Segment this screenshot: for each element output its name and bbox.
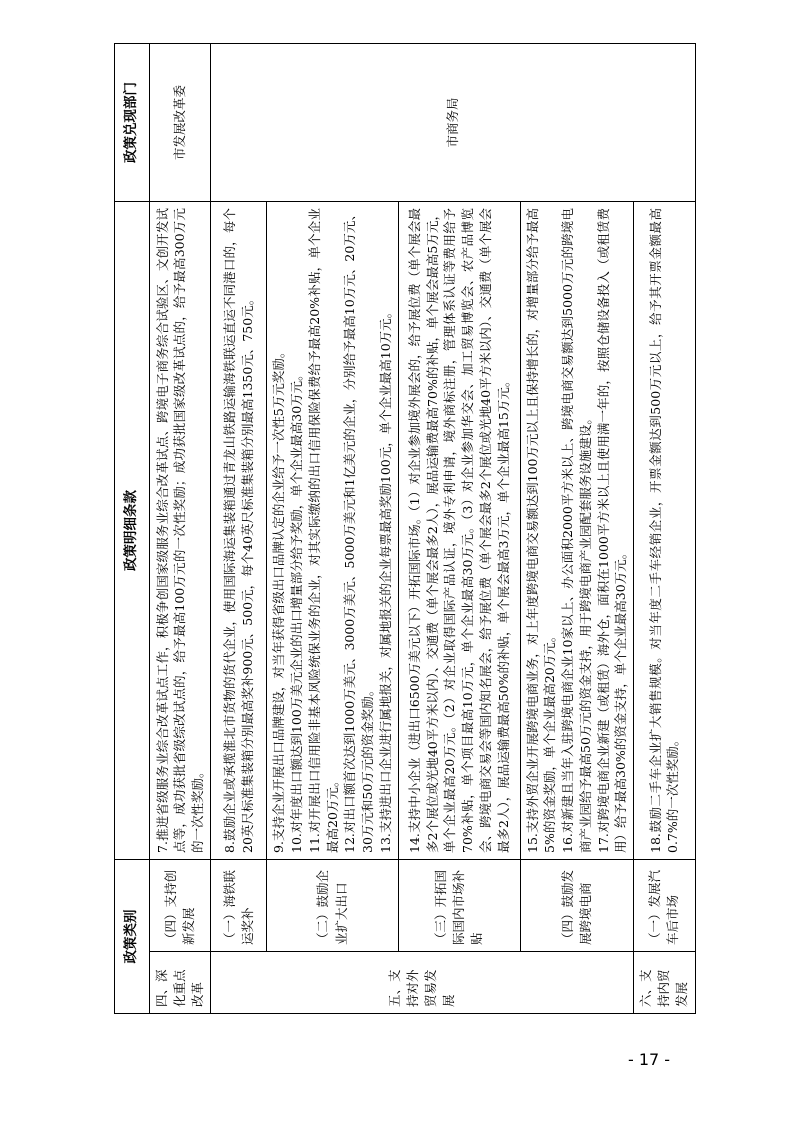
category-level1: 五、支持对外贸易发展 [211, 952, 634, 1014]
category-level2: （三）开拓国际国内市场补贴 [398, 860, 520, 952]
detail-item: 9.支持企业开展出口品牌建设，对当年获得省级出口品牌认定的企业给予一次性5万元奖励。 [271, 345, 287, 853]
table-row [150, 44, 211, 1014]
category-level2: （二）鼓励企业扩大出口 [267, 860, 398, 952]
category-level2: （四）支持创新发展 [150, 860, 211, 952]
detail-item: 14.支持中小企业（进出口6500万美元以下）开拓国际市场。（1）对企业参加境外展会的，给予展位费（单个展会最多2个展位或光地40平方米以内）、交通费（单个展会最多2人），展品运输费最高70%的补贴，单个展会最高5万元，单个企业最高20万元。（2）对企业取得国际产品认证，境外专利申请，境外商标注册，管理体系认证等费用给予70%补贴，单个项目最高10万元，单个企业最高30万元。（3）对企业参加华交会、加工贸易博览会、农产品博览会、跨境电商交易会等国内知名展会，给予展位费（单个展会最多2个展位或光地40平方米以内）、交通费（单个展会最多2人），展品运输费最高50%的补贴，单个展会最高3万元，单个企业最高15万元。 [406, 208, 511, 853]
page-number: - 17 - [628, 1050, 671, 1069]
detail-item: 15.支持外贸企业开展跨境电商业务，对上年度跨境电商交易额达到100万元以上且保持增长的，对增量部分给予最高5%的资金奖励，单个企业最高20万元。 [524, 208, 558, 853]
category-level1: 六、支持内贸发展 [634, 952, 695, 1014]
detail-item: 7.推进省级服务业综合改革试点工作，积极争创国家级服务业综合改革试点、跨境电子商务综合试验区、文创开发试点等，成功获批省级综改试点的，给予最高100万元的一次性奖励；成功获批国家级改革试点的，给予最高300万元的一次性奖励。 [154, 208, 206, 853]
header-detail: 政策明细条款 [115, 202, 150, 860]
policy-table [114, 43, 696, 1014]
detail-item: 11.对开展出口信用险非基本风险统保业务的企业，对其实际缴纳的出口信用保险保费给予最高20%补贴，单个企业最高20万元。 [306, 208, 340, 853]
detail-cell [398, 202, 520, 860]
category-level2: （一）发展汽车后市场 [634, 860, 695, 952]
detail-cell [211, 202, 267, 860]
department-cell: 市发展改革委 [150, 44, 211, 202]
detail-cell [634, 202, 695, 860]
department-cell: 市商务局 [211, 44, 695, 202]
detail-cell [267, 202, 398, 860]
table-row [211, 44, 267, 1014]
category-level2: （一）海铁联运奖补 [211, 860, 267, 952]
category-level2: （四）鼓励发展跨境电商 [520, 860, 634, 952]
header-category: 政策类别 [115, 860, 150, 1014]
detail-cell [520, 202, 634, 860]
detail-item: 10.对年度出口额达到100万美元企业的出口增量部分给予奖励，单个企业最高30万元。 [289, 368, 305, 853]
detail-item: 8.鼓励企业或承揽淮北市货物的货代企业，使用国际海运集装箱通过青龙山铁路运输海铁联运直运不同港口的，每个20英尺标准集装箱分别最高奖补900元、500元，每个40英尺标准集装箱分别最高1350元、750元。 [222, 208, 255, 853]
header-department: 政策兑现部门 [115, 44, 150, 202]
detail-cell [150, 202, 211, 860]
header-row [115, 44, 150, 1014]
detail-item: 18.鼓励二手车企业扩大销售规模。对当年度二手车经销企业，开票金额达到500万元以上，给予其开票金额最高0.7%的一次性奖励。 [647, 208, 681, 853]
detail-item: 16.对新建且当年入驻跨境电商企业10家以上、办公面积2000平方米以上、跨境电商交易额达到5000万元的跨境电商产业园给予最高50万元的资金支持，用于跨境电商产业园配套服务设施建设。 [560, 208, 593, 853]
detail-item: 12.对出口额首次达到1000万美元、3000万美元、5000万美元和1亿美元的企业，分别给予最高10万元、20万元、30万元和50万元的资金奖励。 [342, 208, 376, 853]
category-level1: 四、深化重点改革 [150, 952, 211, 1014]
detail-item: 17.对跨境电商企业新建（或租赁）海外仓，面积在1000平方米以上且使用满一年的，按照仓储设备投入（或租赁费用）给予最高30%的资金支持，单个企业最高30万元。 [595, 208, 629, 853]
rotated-page [114, 44, 690, 1014]
detail-item: 13.支持进出口企业进行属地报关，对属地报关的企业每票最高奖励100元，单个企业最高10万元。 [377, 305, 393, 853]
